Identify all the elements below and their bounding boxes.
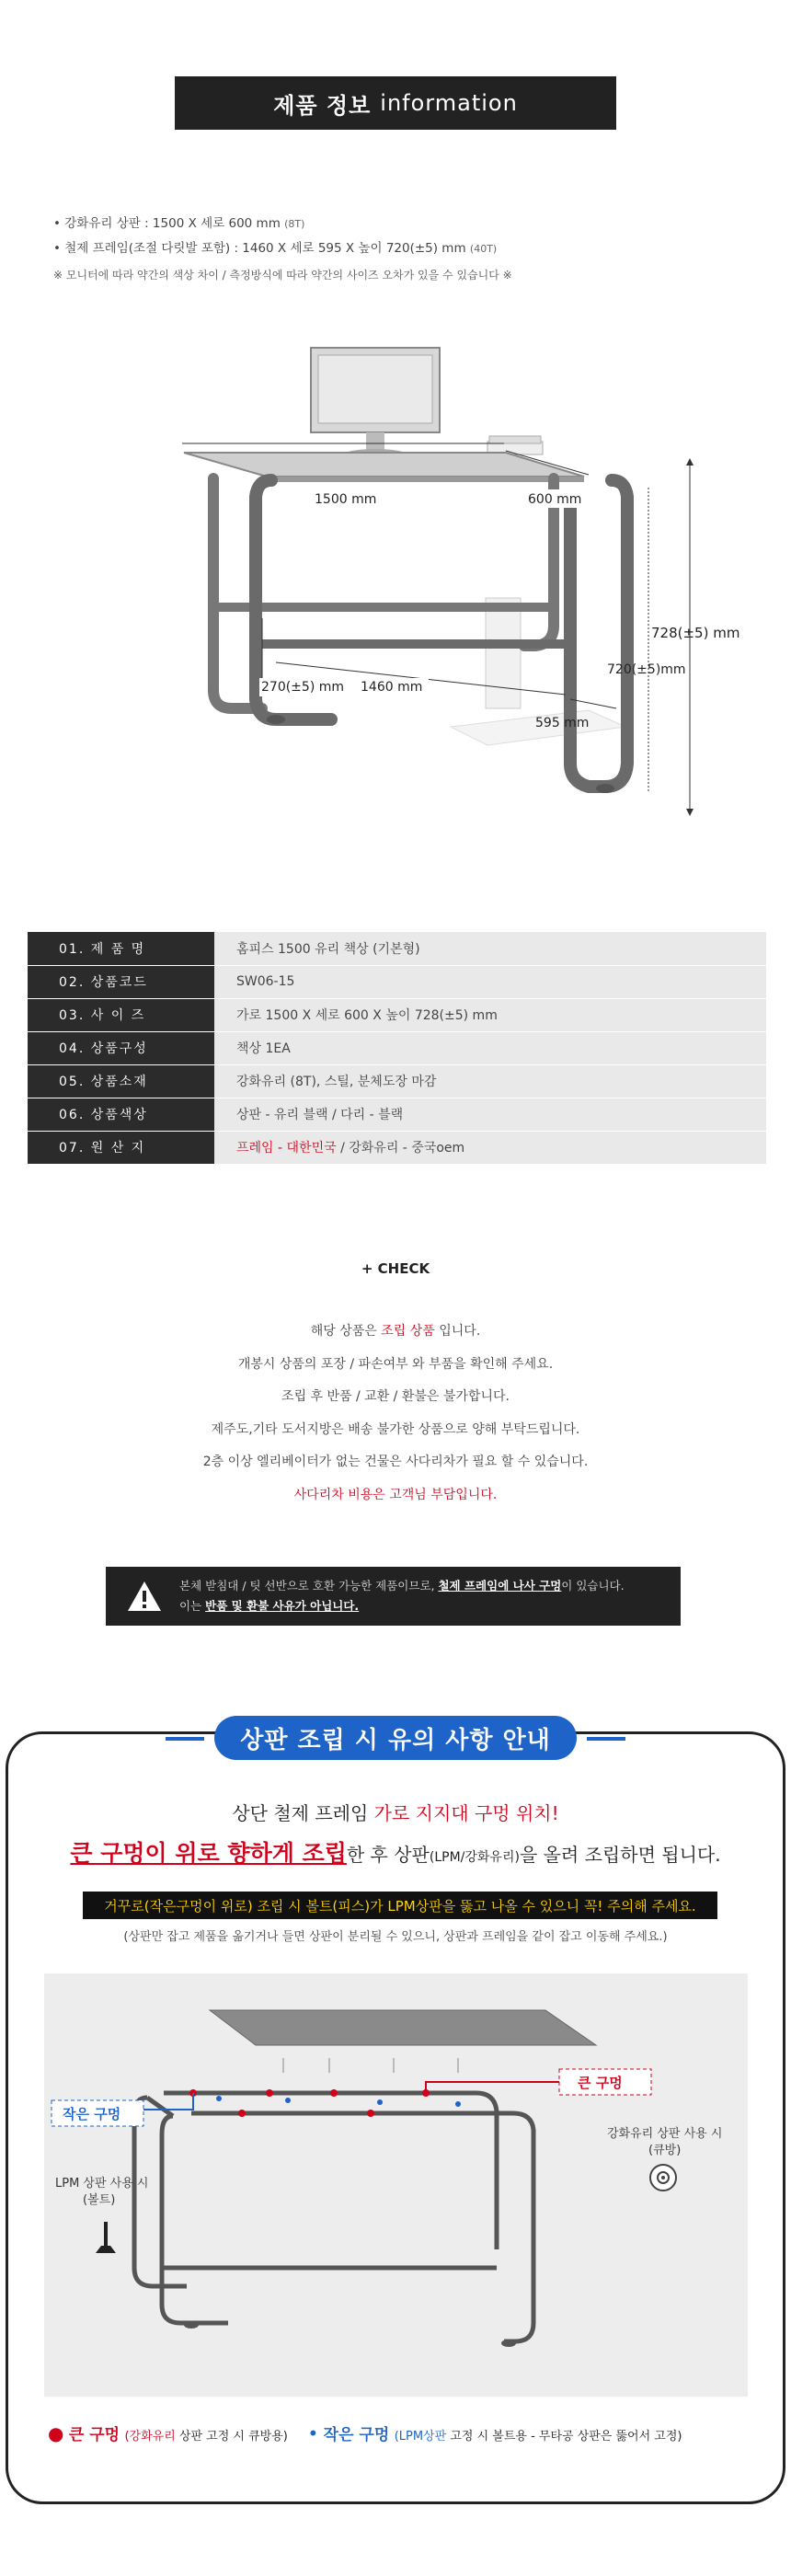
spec-glass-text: • 강화유리 상판 : 1500 X 세로 600 mm xyxy=(53,216,281,231)
notice-line-2-mid: 한 후 상판 xyxy=(346,1844,430,1866)
pill-dash-right xyxy=(587,1737,625,1741)
row-value: SW06-15 xyxy=(214,965,766,998)
legend-big: 큰 구멍 xyxy=(68,2426,120,2444)
spec-glass xyxy=(53,212,497,236)
check-line-4: 제주도,기타 도서지방은 배송 불가한 상품으로 양해 부탁드립니다. xyxy=(211,1421,580,1437)
dim-595: 595 mm xyxy=(535,716,590,730)
lpm-label-2: (볼트) xyxy=(83,2193,116,2207)
notice-line-1 xyxy=(0,1799,791,1825)
glass-label-1: 강화유리 상판 사용 시 xyxy=(607,2127,723,2141)
title-en: information xyxy=(380,90,518,116)
dim-728: 728(±5) mm xyxy=(651,625,740,641)
row-key: 06. 상품색상 xyxy=(28,1098,214,1131)
assembly-diagram xyxy=(44,1973,748,2397)
notice-line-1-red: 가로 지지대 구멍 위치! xyxy=(373,1802,559,1824)
notice-line-2-small: (LPM/강화유리) xyxy=(429,1850,520,1865)
small-hole-label: 작은 구멍 xyxy=(63,2106,121,2122)
lpm-label-1: LPM 상판 사용 시 xyxy=(55,2177,149,2191)
spec-frame-text: • 철제 프레임(조절 다릿발 포함) : 1460 X 세로 595 X 높이 720(±5) mm xyxy=(53,241,466,256)
row-key: 01. 제 품 명 xyxy=(28,932,214,965)
title-ko: 제품 정보 xyxy=(273,92,372,119)
spec-glass-thick: (8T) xyxy=(284,218,305,230)
blue-dot-icon: • xyxy=(307,2422,319,2444)
top-panel xyxy=(210,2010,596,2045)
warning-line-2-pre: 이는 xyxy=(179,1599,206,1613)
warning-line-2-bold: 반품 및 환불 사유가 아닙니다. xyxy=(205,1599,360,1613)
legend-small: 작은 구멍 xyxy=(323,2426,390,2444)
check-line-2: 개봉시 상품의 포장 / 파손여부 와 부품을 확인해 주세요. xyxy=(237,1356,554,1372)
big-hole-label: 큰 구멍 xyxy=(578,2075,623,2091)
table-row xyxy=(28,965,766,998)
pill-dash-left xyxy=(166,1737,204,1741)
desk-illustration xyxy=(110,340,754,837)
check-line-6: 사다리차 비용은 고객님 부담입니다. xyxy=(293,1487,498,1502)
desk-svg xyxy=(110,340,754,837)
row-value: 상판 - 유리 블랙 / 다리 - 블랙 xyxy=(214,1098,766,1131)
check-line-3: 조립 후 반품 / 교환 / 환불은 불가합니다. xyxy=(281,1389,510,1404)
legend-small-note-text: 고정 시 볼트용 - 무타공 상판은 뚫어서 고정) xyxy=(446,2430,682,2444)
row-key: 05. 상품소재 xyxy=(28,1064,214,1098)
check-line-1-red: 조립 상품 xyxy=(381,1324,435,1339)
row-key: 02. 상품코드 xyxy=(28,965,214,998)
row-key: 03. 사 이 즈 xyxy=(28,998,214,1031)
dim-1460: 1460 mm xyxy=(361,680,423,695)
notice-line-2 xyxy=(0,1835,791,1869)
red-dot-icon: ● xyxy=(48,2422,64,2444)
row-value: 가로 1500 X 세로 600 X 높이 728(±5) mm xyxy=(214,998,766,1031)
check-title: + CHECK xyxy=(361,1260,430,1277)
dim-720: 720(±5)mm xyxy=(607,662,686,677)
notice-line-2-post: 을 올려 조립하면 됩니다. xyxy=(519,1844,721,1866)
spec-list xyxy=(53,212,497,261)
row-key: 04. 상품구성 xyxy=(28,1031,214,1064)
warning-line-1-pre: 본체 받침대 / 팃 선반으로 호환 가능한 제품이므로, xyxy=(179,1579,439,1593)
check-list xyxy=(0,1316,791,1512)
notice-title: 상판 조립 시 유의 사항 안내 xyxy=(214,1716,577,1760)
warning-text xyxy=(179,1576,625,1616)
row-key: 07. 원 산 지 xyxy=(28,1131,214,1164)
notice-line-1-pre: 상단 철제 프레임 xyxy=(232,1802,374,1824)
hole-legend xyxy=(48,2421,765,2444)
spec-frame-thick: (40T) xyxy=(469,243,498,255)
notice-line-2-big: 큰 구멍이 위로 향하게 조립 xyxy=(70,1840,347,1867)
warning-line-1-post: 이 있습니다. xyxy=(561,1579,625,1593)
assembly-svg xyxy=(44,1973,748,2397)
legend-small-note-blue: (LPM상판 xyxy=(394,2430,447,2444)
check-line-1-post: 입니다. xyxy=(434,1324,481,1339)
check-line-5: 2층 이상 엘리베이터가 없는 건물은 사다리차가 필요 할 수 있습니다. xyxy=(202,1455,589,1469)
dim-270: 270(±5) mm xyxy=(261,680,345,695)
table-row xyxy=(28,1098,766,1131)
suction-cup-icon xyxy=(650,2165,676,2191)
warning-line-1-bold: 철제 프레임에 나사 구멍 xyxy=(438,1579,562,1593)
product-info-table xyxy=(28,932,766,1165)
legend-small-note xyxy=(395,2430,682,2444)
row-value: 책상 1EA xyxy=(214,1031,766,1064)
check-line-1-pre: 해당 상품은 xyxy=(310,1324,382,1339)
size-note: ※ 모니터에 따라 약간의 색상 차이 / 측정방식에 따라 약간의 사이즈 오차가 있을 수 있습니다 ※ xyxy=(53,269,512,282)
legend-big-note xyxy=(124,2430,287,2444)
table-row xyxy=(28,932,766,965)
warning-line-2 xyxy=(179,1596,625,1616)
dim-600: 600 mm xyxy=(528,492,582,507)
table-row xyxy=(28,998,766,1031)
legend-big-note-red: (강화유리 xyxy=(124,2430,176,2444)
row-value: 강화유리 (8T), 스틸, 분체도장 마감 xyxy=(214,1064,766,1098)
warning-box xyxy=(106,1567,681,1626)
section-title xyxy=(175,76,616,130)
origin-glass: / 강화유리 - 중국oem xyxy=(336,1141,465,1156)
check-line-1 xyxy=(0,1316,791,1349)
table-row xyxy=(28,1064,766,1098)
warning-icon xyxy=(126,1580,163,1613)
origin-frame: 프레임 - 대한민국 xyxy=(236,1141,337,1156)
dim-1500: 1500 mm xyxy=(315,492,377,507)
table-row xyxy=(28,1131,766,1164)
row-value: 홈피스 1500 유리 책상 (기본형) xyxy=(214,932,766,965)
legend-big-note-text: 상판 고정 시 큐방용) xyxy=(175,2430,288,2444)
notice-line-4: (상판만 잡고 제품을 옮기거나 들면 상판이 분리될 수 있으니, 상판과 프레임을 같이 잡고 이동해 주세요.) xyxy=(123,1930,668,1944)
spec-frame xyxy=(53,236,497,261)
bolt-icon xyxy=(96,2222,116,2253)
glass-label-2: (큐방) xyxy=(648,2144,682,2157)
notice-line-3: 거꾸로(작은구멍이 위로) 조립 시 볼트(피스)가 LPM상판을 뚫고 나올 수 있으니 꼭! 주의해 주세요. xyxy=(83,1892,717,1919)
row-value xyxy=(214,1131,766,1164)
warning-line-1 xyxy=(179,1576,625,1596)
table-row xyxy=(28,1031,766,1064)
